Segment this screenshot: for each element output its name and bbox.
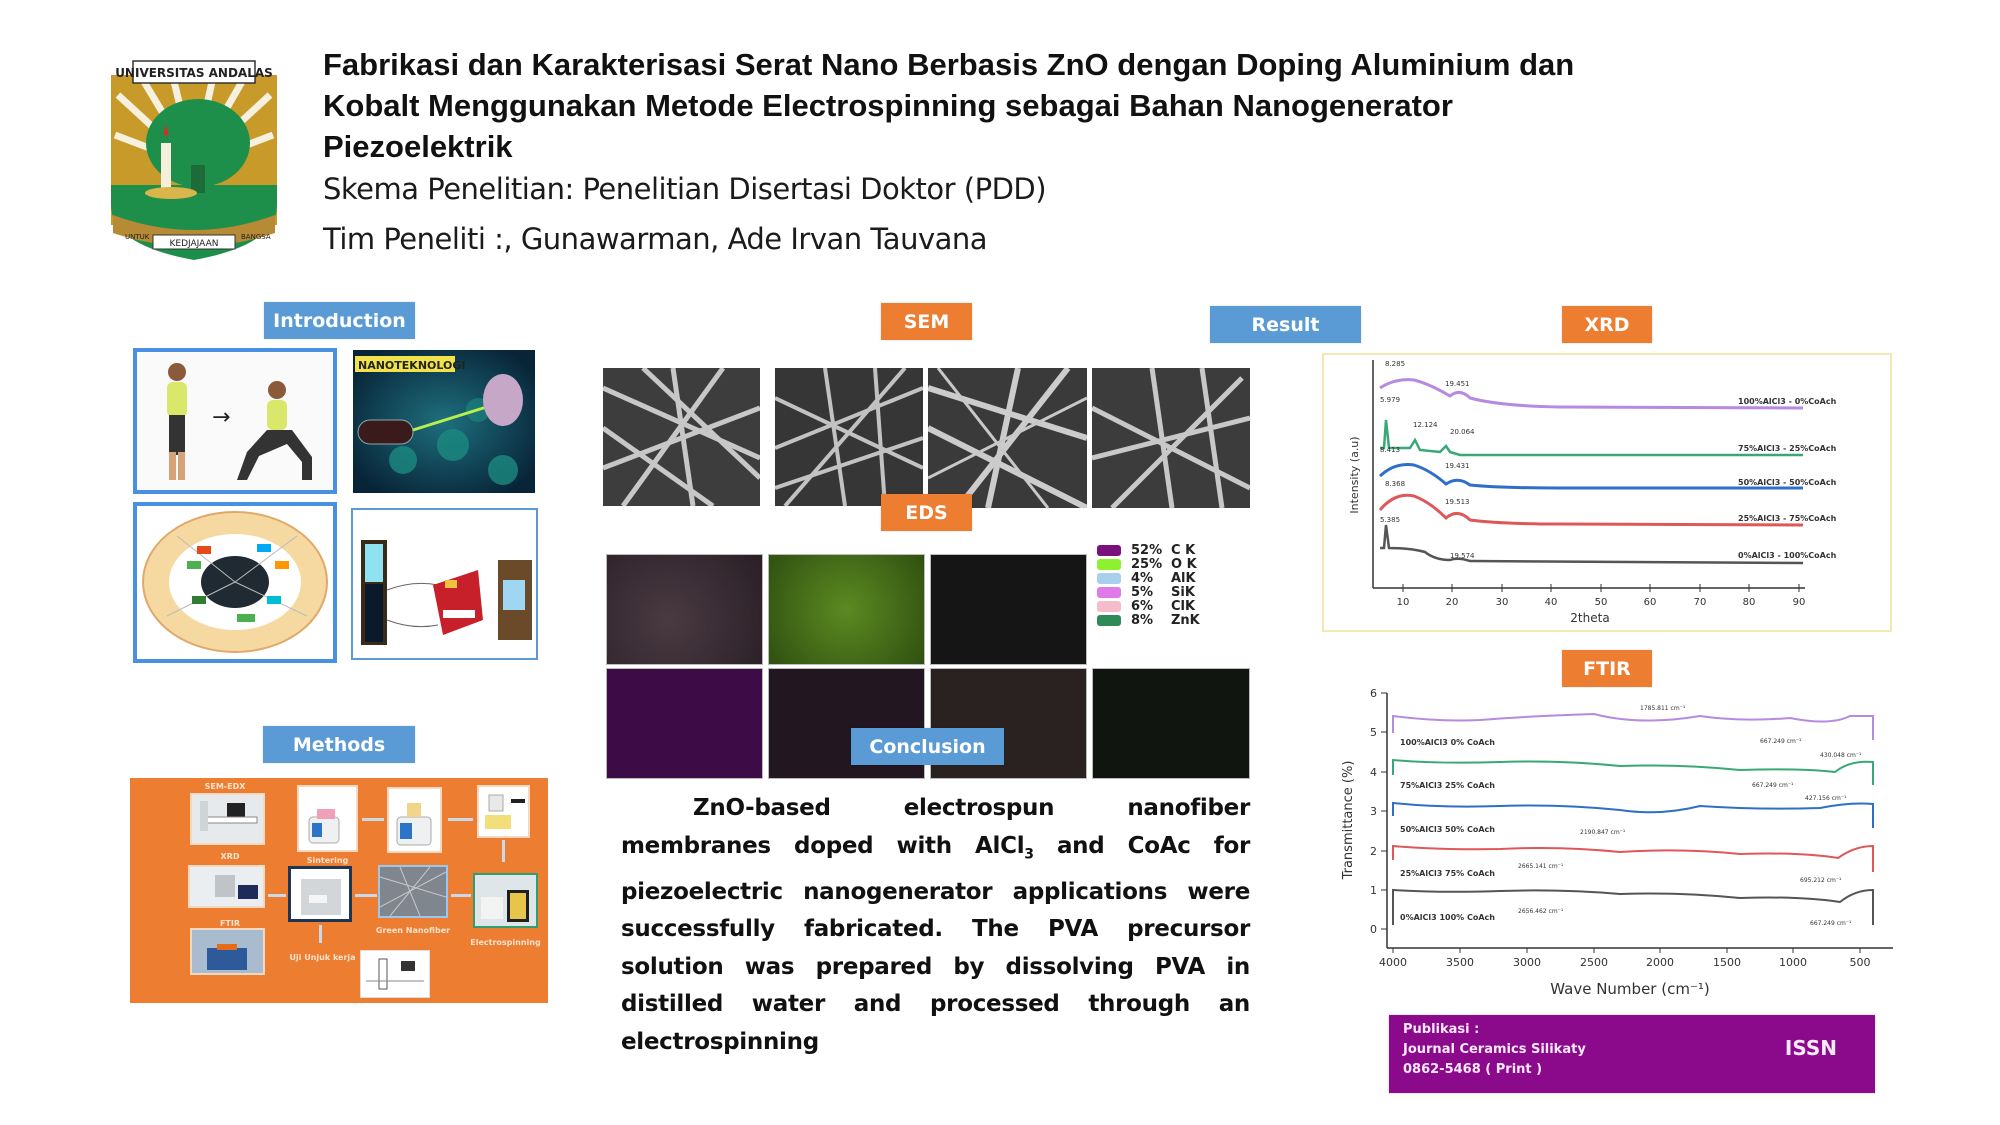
flow-arrow (268, 894, 286, 897)
svg-text:50%AlCl3 - 50%CoAch: 50%AlCl3 - 50%CoAch (1738, 478, 1837, 487)
eds-legend (1097, 543, 1252, 633)
sintering-stirrer-photo (297, 785, 358, 852)
intro-image-exercise (133, 348, 337, 494)
sem-image-3 (928, 368, 1087, 508)
svg-text:0%AlCl3 100% CoAch: 0%AlCl3 100% CoAch (1400, 913, 1495, 922)
svg-text:80: 80 (1742, 597, 1756, 608)
intro-image-nanogenerator-device (351, 508, 538, 660)
svg-text:4: 4 (1370, 766, 1377, 779)
svg-text:1: 1 (1370, 884, 1377, 897)
svg-text:0%AlCl3 - 100%CoAch: 0%AlCl3 - 100%CoAch (1738, 551, 1837, 560)
intro-image-nanotechnology (353, 350, 535, 493)
legend-swatch (1097, 587, 1121, 598)
method-label-xrd: XRD (220, 852, 240, 861)
legend-item: 52% C K (1097, 543, 1195, 557)
svg-text:3000: 3000 (1513, 956, 1541, 969)
svg-text:3500: 3500 (1446, 956, 1474, 969)
sem-edx-photo (190, 793, 265, 845)
method-label-ftir: FTIR (219, 919, 241, 928)
svg-text:75%AlCl3 25% CoAch: 75%AlCl3 25% CoAch (1400, 781, 1495, 790)
svg-text:3: 3 (1370, 805, 1377, 818)
flow-arrow (502, 840, 505, 862)
title-line-2: Kobalt Menggunakan Metode Electrospinning sebagai Bahan Nanogenerator (323, 88, 1453, 123)
ftir-photo (190, 928, 265, 975)
sem-image-1 (603, 368, 760, 506)
methods-label: Methods (263, 726, 415, 763)
solution-photo (477, 785, 530, 838)
svg-text:19.431: 19.431 (1445, 462, 1470, 470)
eds-label: EDS (881, 494, 972, 531)
intro-image-applications-wheel (133, 502, 337, 663)
methods-diagram (130, 778, 548, 1003)
svg-text:8.413: 8.413 (1380, 446, 1401, 454)
sem-image-2 (775, 368, 923, 506)
legend-swatch (1097, 559, 1121, 570)
svg-text:100%AlCl3 0% CoAch: 100%AlCl3 0% CoAch (1400, 738, 1495, 747)
result-label: Result (1210, 306, 1361, 343)
ftir-y-axis-label: Transmittance (%) (1341, 760, 1356, 880)
electrospinning-photo (473, 873, 538, 928)
eds-map-g (1092, 668, 1250, 779)
legend-item: 4% AlK (1097, 571, 1196, 585)
ftir-plot (1330, 688, 1900, 1008)
sem-label: SEM (881, 303, 972, 340)
svg-text:2190.847 cm⁻¹: 2190.847 cm⁻¹ (1580, 829, 1626, 836)
eds-map-a (606, 554, 763, 665)
publication-label: Publikasi : (1403, 1022, 1480, 1037)
legend-swatch (1097, 545, 1121, 556)
svg-text:2000: 2000 (1646, 956, 1674, 969)
svg-text:6: 6 (1370, 688, 1377, 700)
xrd-label: XRD (1562, 306, 1652, 343)
legend-item: 5% SiK (1097, 585, 1195, 599)
svg-text:25%AlCl3 - 75%CoAch: 25%AlCl3 - 75%CoAch (1738, 514, 1837, 523)
stirring-photo (387, 787, 442, 853)
introduction-label: Introduction (264, 302, 415, 339)
svg-text:427.156 cm⁻¹: 427.156 cm⁻¹ (1805, 795, 1847, 802)
furnace-photo (288, 866, 352, 922)
svg-text:NANOTEKNOLOGI: NANOTEKNOLOGI (358, 359, 466, 372)
flow-arrow (451, 894, 471, 897)
method-label-performance-test: Uji Unjuk kerja (289, 953, 356, 962)
ftir-chart (1330, 688, 1900, 1008)
eds-map-c (930, 554, 1087, 665)
title-line-3: Piezoelektrik (323, 129, 513, 164)
university-logo (103, 55, 285, 270)
xrd-chart (1322, 353, 1892, 632)
svg-text:40: 40 (1544, 597, 1558, 608)
sem-image-4 (1092, 368, 1250, 508)
svg-text:25%AlCl3 75% CoAch: 25%AlCl3 75% CoAch (1400, 869, 1495, 878)
svg-text:8.368: 8.368 (1385, 480, 1406, 488)
legend-swatch (1097, 573, 1121, 584)
svg-text:BANGSA: BANGSA (241, 233, 271, 241)
svg-text:19.574: 19.574 (1450, 552, 1475, 560)
ftir-label: FTIR (1562, 650, 1652, 687)
svg-text:667.249 cm⁻¹: 667.249 cm⁻¹ (1760, 738, 1802, 745)
svg-text:60: 60 (1643, 597, 1657, 608)
svg-text:1500: 1500 (1713, 956, 1741, 969)
method-label-sintering: Sintering (306, 856, 349, 865)
eds-map-b (768, 554, 925, 665)
svg-text:20.064: 20.064 (1450, 428, 1475, 436)
svg-text:5: 5 (1370, 726, 1377, 739)
publication-journal: Journal Ceramics Silikaty (1403, 1042, 1586, 1057)
svg-text:90: 90 (1792, 597, 1806, 608)
xrd-plot (1324, 355, 1890, 630)
svg-text:100%AlCl3 - 0%CoAch: 100%AlCl3 - 0%CoAch (1738, 397, 1837, 406)
publication-issn-label: ISSN (1784, 1036, 1837, 1060)
publication-box (1389, 1015, 1875, 1093)
poster-title (323, 44, 1723, 167)
svg-text:667.249 cm⁻¹: 667.249 cm⁻¹ (1752, 782, 1794, 789)
xrd-x-axis-label: 2theta (1570, 611, 1610, 625)
eds-map-d (606, 668, 763, 779)
legend-swatch (1097, 615, 1121, 626)
flow-arrow (448, 818, 473, 821)
ftir-x-axis-label: Wave Number (cm⁻¹) (1550, 980, 1710, 998)
svg-text:70: 70 (1693, 597, 1707, 608)
svg-text:430.048 cm⁻¹: 430.048 cm⁻¹ (1820, 752, 1862, 759)
svg-text:1000: 1000 (1779, 956, 1807, 969)
green-nanofiber-photo (378, 865, 448, 918)
svg-text:UNTUK: UNTUK (125, 233, 150, 241)
svg-text:20: 20 (1445, 597, 1459, 608)
svg-text:0: 0 (1370, 923, 1377, 936)
svg-text:50%AlCl3 50% CoAch: 50%AlCl3 50% CoAch (1400, 825, 1495, 834)
svg-text:2665.141 cm⁻¹: 2665.141 cm⁻¹ (1518, 863, 1564, 870)
flow-arrow (355, 894, 377, 897)
title-line-1: Fabrikasi dan Karakterisasi Serat Nano Berbasis ZnO dengan Doping Aluminium dan (323, 47, 1575, 82)
legend-swatch (1097, 601, 1121, 612)
svg-text:12.124: 12.124 (1413, 421, 1438, 429)
svg-text:10: 10 (1396, 597, 1410, 608)
publication-issn-value: 0862-5468 ( Print ) (1403, 1062, 1543, 1077)
legend-item: 8% ZnK (1097, 613, 1200, 627)
svg-text:75%AlCl3 - 25%CoAch: 75%AlCl3 - 25%CoAch (1738, 444, 1837, 453)
svg-text:19.451: 19.451 (1445, 380, 1470, 388)
legend-item: 6% ClK (1097, 599, 1195, 613)
svg-text:KEDJAJAAN: KEDJAJAAN (169, 239, 219, 249)
flow-arrow (362, 818, 384, 821)
xrd-photo (188, 865, 265, 908)
svg-text:8.285: 8.285 (1385, 360, 1406, 368)
svg-text:500: 500 (1849, 956, 1871, 969)
arrow-icon: → (212, 405, 231, 430)
flow-arrow (319, 925, 322, 943)
svg-text:2500: 2500 (1580, 956, 1608, 969)
conclusion-text: ZnO-based electrospun nanofiber membranes doped with AlCl$_3$ and CoAc for piezoelectric nanogenerator applications were successfully fabricated. The PVA precursor solution was prepared by dissolving PVA in distilled water and processed through an electrospinning (621, 795, 1250, 1055)
svg-text:1785.811 cm⁻¹: 1785.811 cm⁻¹ (1640, 705, 1686, 712)
performance-test-photo (360, 950, 430, 998)
research-scheme: Skema Penelitian: Penelitian Disertasi Doktor (PDD) (323, 172, 1047, 206)
svg-text:5.979: 5.979 (1380, 396, 1401, 404)
conclusion-label: Conclusion (851, 728, 1004, 765)
research-team: Tim Peneliti :, Gunawarman, Ade Irvan Tauvana (323, 222, 988, 256)
xrd-y-axis-label: Intensity (a.u) (1348, 436, 1361, 514)
svg-text:667.249 cm⁻¹: 667.249 cm⁻¹ (1810, 920, 1852, 927)
method-label-sem-edx: SEM-EDX (204, 782, 246, 791)
method-label-electrospinning: Electrospinning (470, 938, 541, 947)
svg-text:2: 2 (1370, 845, 1377, 858)
svg-text:4000: 4000 (1379, 956, 1407, 969)
method-label-green-nanofiber: Green Nanofiber (375, 926, 451, 935)
svg-text:5.385: 5.385 (1380, 516, 1401, 524)
svg-text:19.513: 19.513 (1445, 498, 1470, 506)
svg-text:695.212 cm⁻¹: 695.212 cm⁻¹ (1800, 877, 1842, 884)
svg-text:UNIVERSITAS ANDALAS: UNIVERSITAS ANDALAS (115, 66, 273, 80)
svg-text:50: 50 (1594, 597, 1608, 608)
svg-text:30: 30 (1495, 597, 1509, 608)
legend-item: 25% O K (1097, 557, 1197, 571)
svg-text:2656.462 cm⁻¹: 2656.462 cm⁻¹ (1518, 908, 1564, 915)
